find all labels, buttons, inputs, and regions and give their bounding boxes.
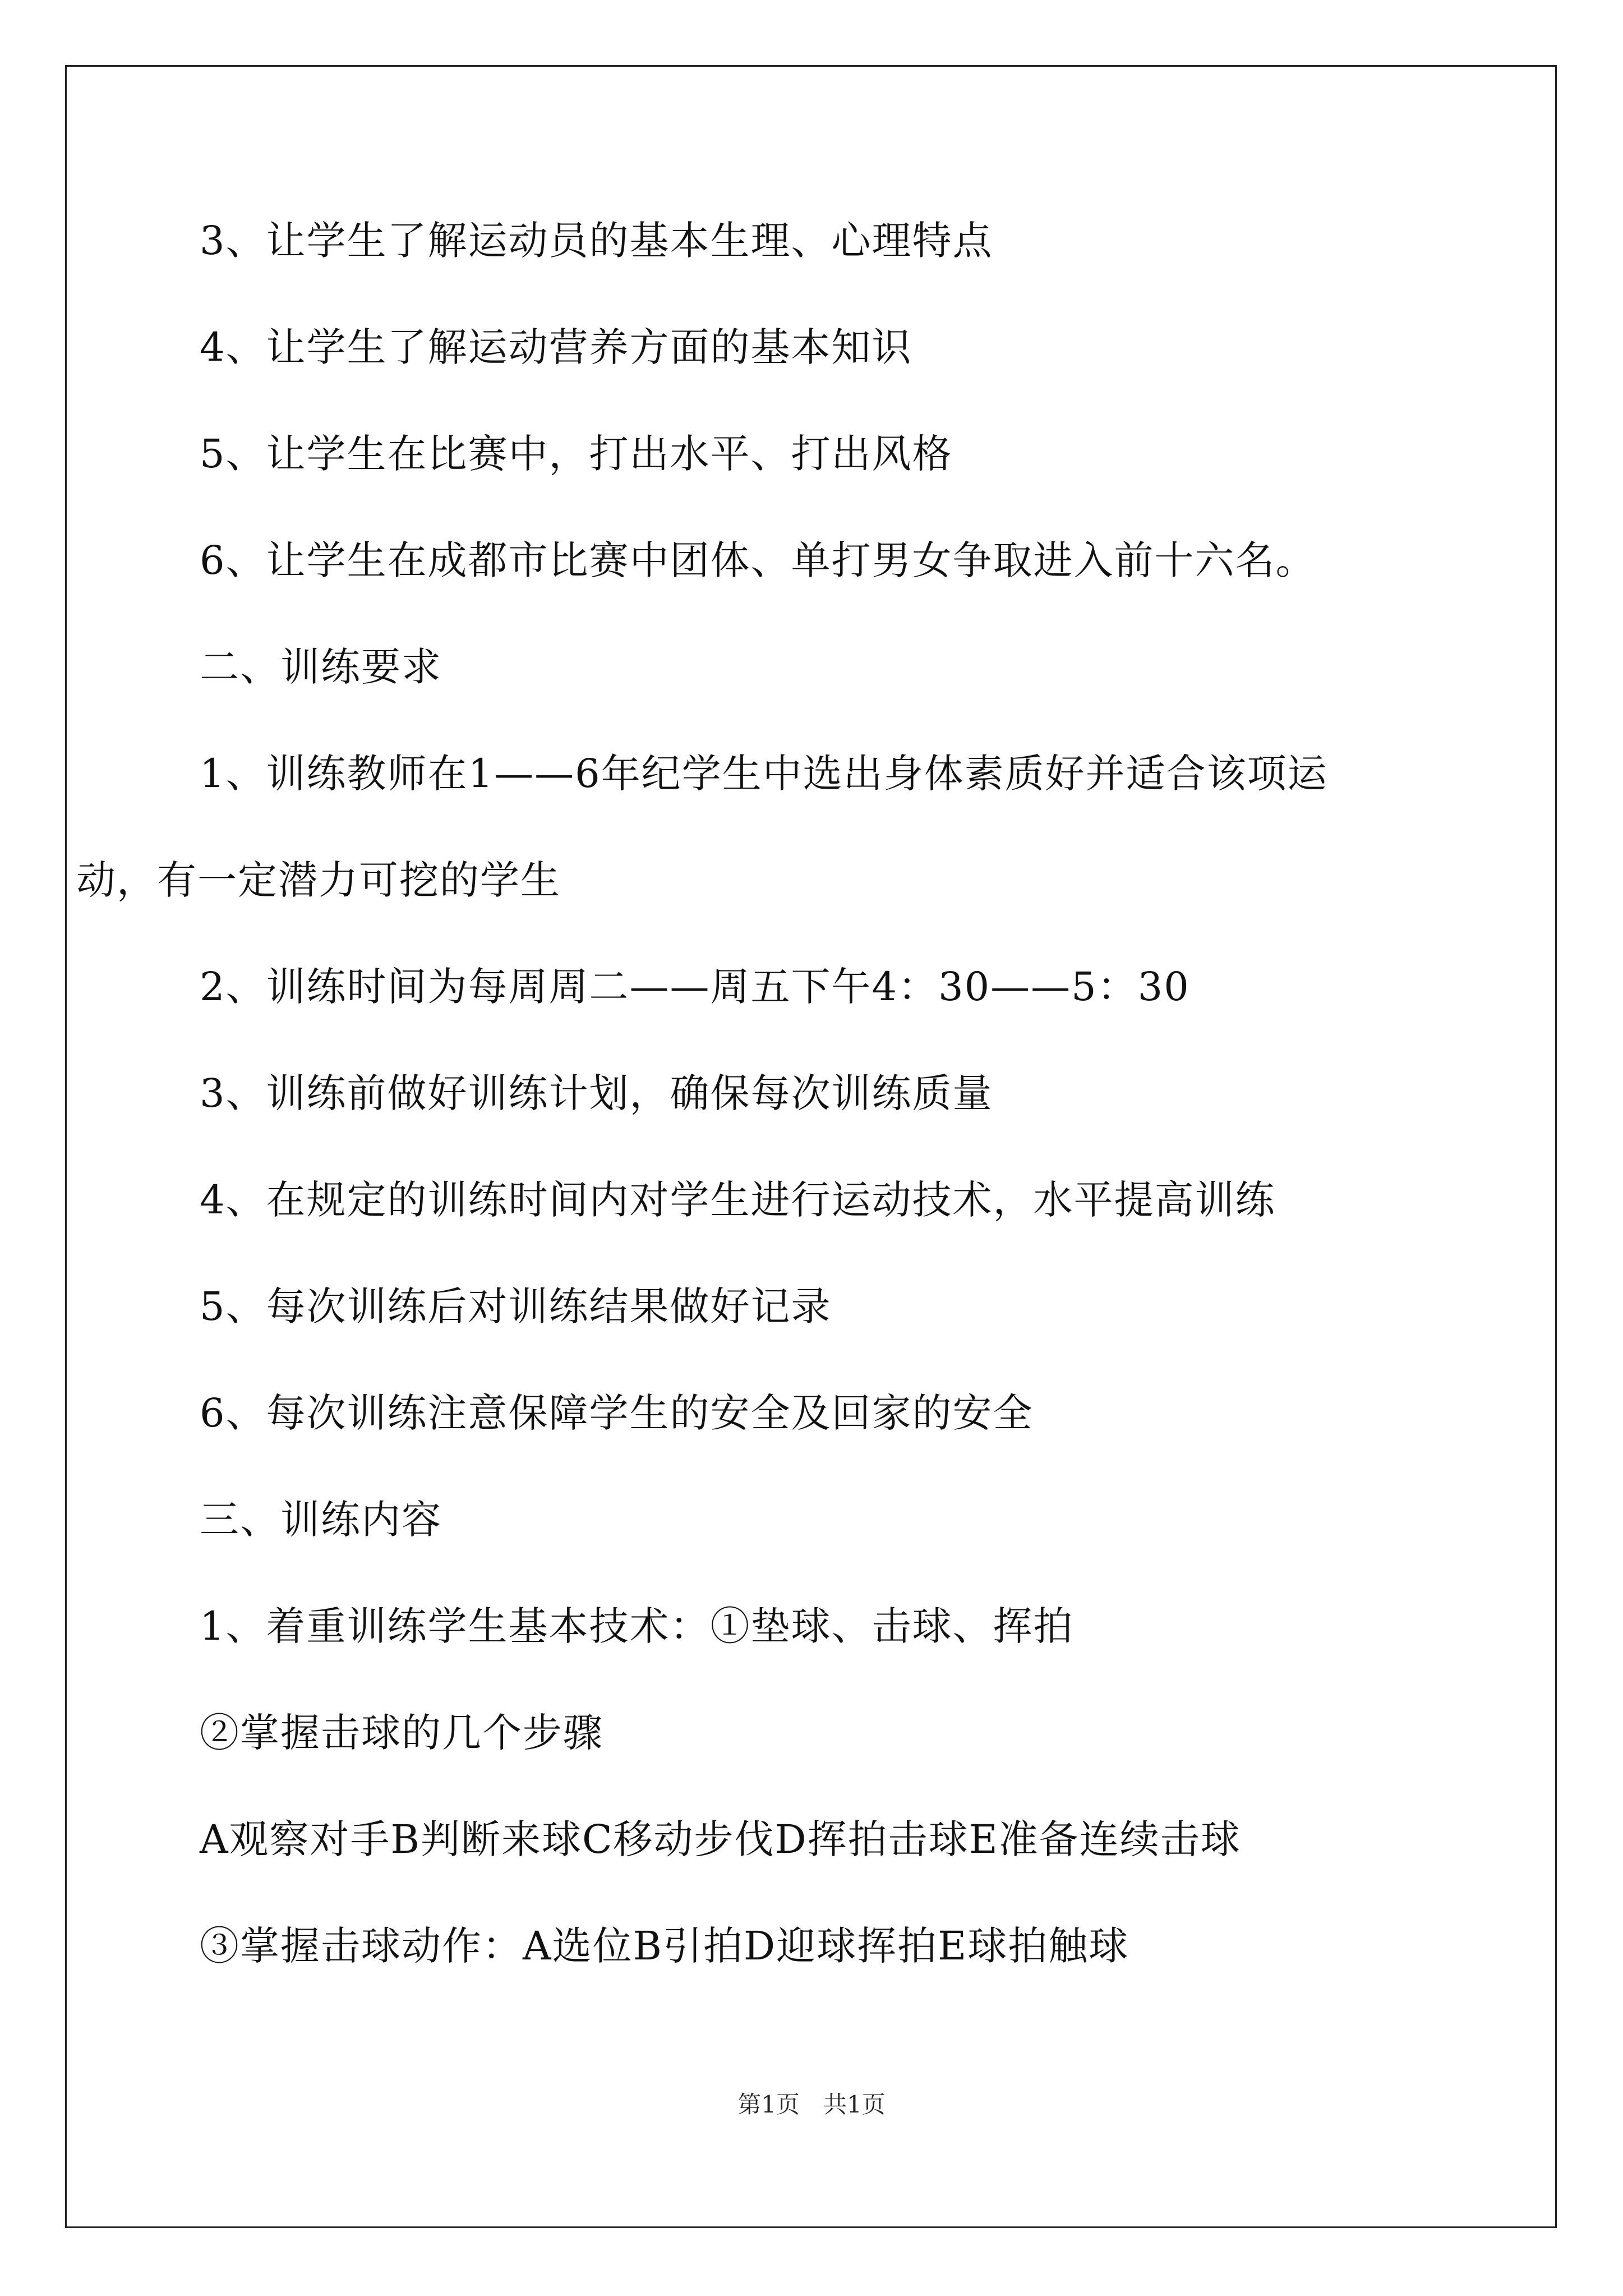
- text-line: ③掌握击球动作：A选位B引拍D迎球挥拍E球拍触球: [200, 1923, 1129, 1969]
- text-line: 1、着重训练学生基本技术：①垫球、击球、挥拍: [200, 1603, 1074, 1649]
- text-line: 3、训练前做好训练计划，确保每次训练质量: [200, 1070, 993, 1116]
- text-line: 5、每次训练后对训练结果做好记录: [200, 1283, 832, 1329]
- text-line: 6、每次训练注意保障学生的安全及回家的安全: [200, 1390, 1034, 1436]
- section-heading: 三、训练内容: [200, 1497, 442, 1543]
- text-line: ②掌握击球的几个步骤: [200, 1710, 603, 1756]
- text-line: 5、让学生在比赛中，打出水平、打出风格: [200, 431, 953, 477]
- text-line-continuation: 动，有一定潜力可挖的学生: [76, 857, 561, 903]
- text-line: A观察对手B判断来球C移动步伐D挥拍击球E准备连续击球: [200, 1816, 1241, 1862]
- section-heading: 二、训练要求: [200, 644, 442, 690]
- text-line: 3、让学生了解运动员的基本生理、心理特点: [200, 218, 993, 264]
- text-line: 4、让学生了解运动营养方面的基本知识: [200, 324, 912, 370]
- text-line: 4、在规定的训练时间内对学生进行运动技术，水平提高训练: [200, 1177, 1276, 1223]
- text-line: 1、训练教师在1——6年纪学生中选出身体素质好并适合该项运: [200, 751, 1328, 797]
- page-border: [65, 65, 1557, 2228]
- text-line: 2、训练时间为每周周二——周五下午4：30——5：30: [200, 964, 1190, 1010]
- text-line: 6、让学生在成都市比赛中团体、单打男女争取进入前十六名。: [200, 537, 1316, 583]
- page-footer: 第1页 共1页: [737, 2091, 886, 2118]
